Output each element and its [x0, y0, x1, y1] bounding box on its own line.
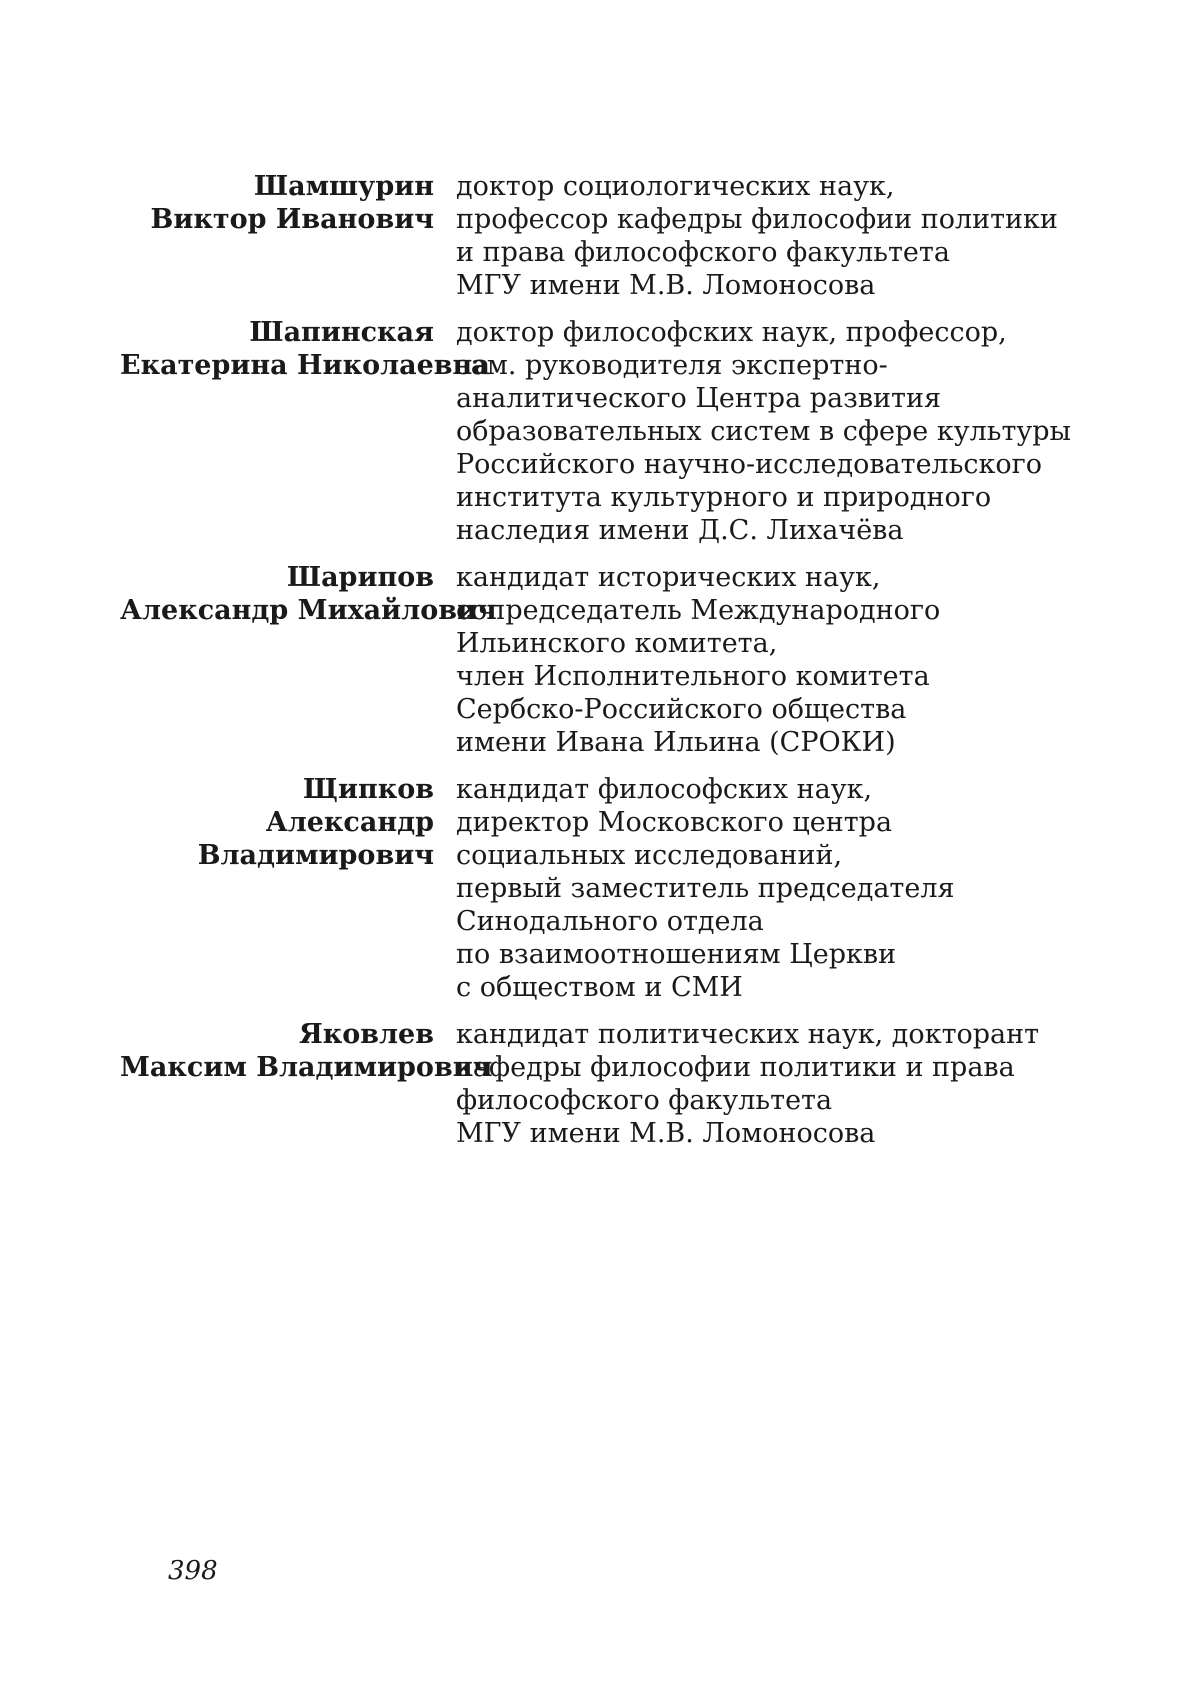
contributor-name-line: Александр — [265, 807, 434, 838]
contributor-description-line: кафедры философии политики и права — [456, 1052, 1015, 1083]
contributor-entry — [120, 1018, 1080, 1150]
contributor-name — [120, 773, 456, 872]
contributor-name-line: Александр Михайлович — [120, 595, 497, 626]
contributor-description — [456, 773, 1080, 1004]
contributor-description-line: по взаимоотношениям Церкви — [456, 939, 897, 970]
contributor-description-line: социальных исследований, — [456, 840, 843, 871]
contributor-description-line: зам. руководителя экспертно- — [456, 350, 888, 381]
contributor-description-line: сопредседатель Международного — [456, 595, 941, 626]
contributor-description-line: наследия имени Д.С. Лихачёва — [456, 515, 904, 546]
contributor-description — [456, 561, 1080, 759]
contributor-description-line: аналитического Центра развития — [456, 383, 942, 414]
contributor-description-line: с обществом и СМИ — [456, 972, 743, 1003]
contributor-description-line: доктор социологических наук, — [456, 171, 895, 202]
contributor-description-line: кандидат исторических наук, — [456, 562, 881, 593]
contributor-description-line: Ильинского комитета, — [456, 628, 778, 659]
contributor-description-line: Сербско-Российского общества — [456, 694, 907, 725]
contributor-entry — [120, 773, 1080, 1004]
contributor-name-line: Екатерина Николаевна — [120, 350, 490, 381]
contributor-description-line: директор Московского центра — [456, 807, 893, 838]
contributor-entry — [120, 561, 1080, 759]
contributors-list — [120, 170, 1080, 1164]
contributor-entry — [120, 316, 1080, 547]
contributor-name-line: Максим Владимирович — [120, 1052, 493, 1083]
contributor-description — [456, 1018, 1080, 1150]
contributor-name — [120, 170, 456, 236]
contributor-description-line: МГУ имени М.В. Ломоносова — [456, 270, 876, 301]
contributor-name — [120, 316, 490, 382]
contributor-name-line: Владимирович — [197, 840, 434, 871]
contributor-description-line: философского факультета — [456, 1085, 833, 1116]
contributor-name-line: Шамшурин — [253, 171, 434, 202]
contributor-description-line: института культурного и природного — [456, 482, 992, 513]
contributor-description — [456, 170, 1080, 302]
contributor-description — [456, 316, 1080, 547]
contributor-description-line: МГУ имени М.В. Ломоносова — [456, 1118, 876, 1149]
contributor-description-line: образовательных систем в сфере культуры — [456, 416, 1072, 447]
contributor-name-line: Шапинская — [249, 317, 434, 348]
contributor-description-line: Российского научно-исследовательского — [456, 449, 1043, 480]
contributor-description-line: и права философского факультета — [456, 237, 950, 268]
contributor-name-line: Яковлев — [298, 1019, 434, 1050]
contributor-entry — [120, 170, 1080, 302]
contributor-description-line: Синодального отдела — [456, 906, 764, 937]
contributor-name-line: Шарипов — [286, 562, 434, 593]
contributor-description-line: имени Ивана Ильина (СРОКИ) — [456, 727, 896, 758]
contributor-name-line: Щипков — [303, 774, 434, 805]
page-number: 398 — [168, 1556, 218, 1586]
contributor-description-line: доктор философских наук, профессор, — [456, 317, 1007, 348]
contributor-name — [120, 1018, 493, 1084]
contributor-description-line: член Исполнительного комитета — [456, 661, 930, 692]
contributor-name — [120, 561, 497, 627]
contributor-description-line: первый заместитель председателя — [456, 873, 955, 904]
contributor-description-line: кандидат философских наук, — [456, 774, 873, 805]
contributor-name-line: Виктор Иванович — [150, 204, 434, 235]
contributor-description-line: профессор кафедры философии политики — [456, 204, 1058, 235]
contributor-description-line: кандидат политических наук, докторант — [456, 1019, 1040, 1050]
